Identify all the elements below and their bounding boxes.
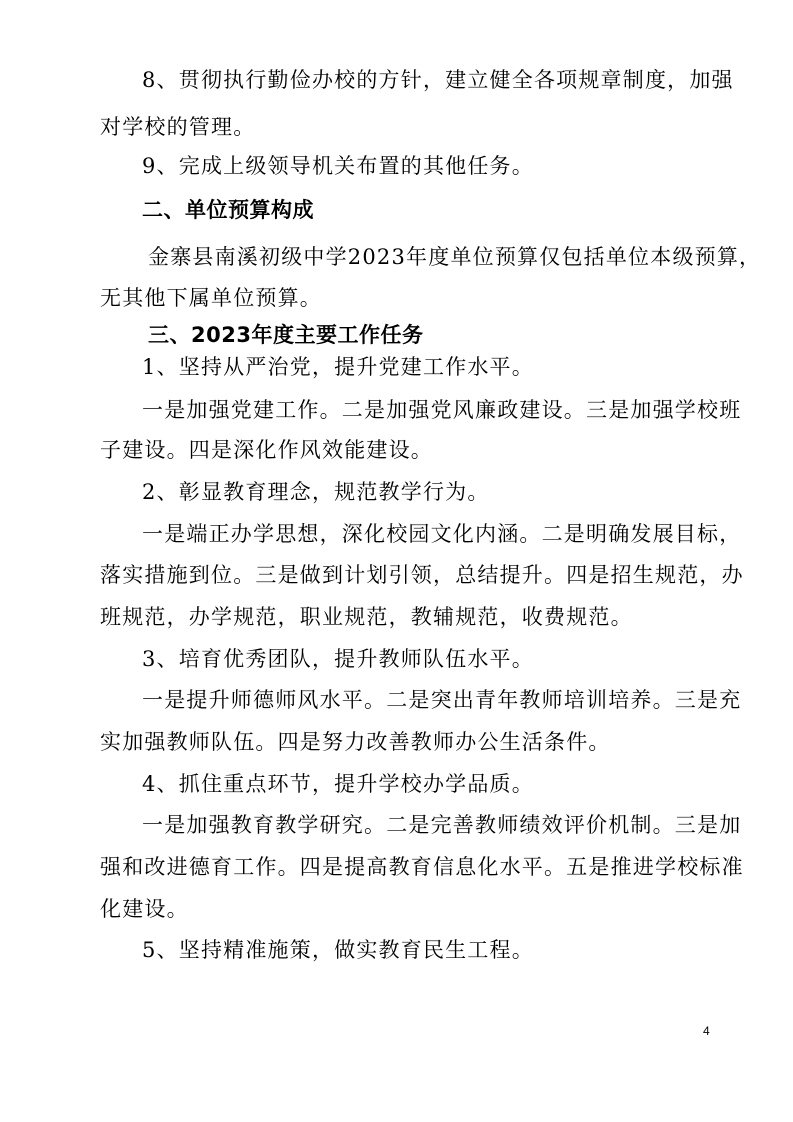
task-5-title: 5、坚持精准施策，做实教育民生工程。 — [142, 938, 534, 962]
page-number: 4 — [703, 1024, 710, 1038]
budget-paragraph-line-2: 无其他下属单位预算。 — [100, 286, 322, 310]
section-heading-2023-tasks: 三、2023年度主要工作任务 — [148, 323, 424, 347]
task-3-detail-line-2: 实加强教师队伍。四是努力改善教师办公生活条件。 — [100, 730, 611, 754]
task-1-title: 1、坚持从严治党，提升党建工作水平。 — [142, 355, 534, 379]
item-8-line-1: 8、贯彻执行勤俭办校的方针，建立健全各项规章制度，加强 — [142, 68, 734, 92]
task-1-detail-line-1: 一是加强党建工作。二是加强党风廉政建设。三是加强学校班 — [142, 398, 742, 422]
task-2-detail-line-1: 一是端正办学思想，深化校园文化内涵。二是明确发展目标， — [142, 522, 742, 546]
task-2-title: 2、彰显教育理念，规范教学行为。 — [142, 480, 490, 504]
item-8-line-2: 对学校的管理。 — [100, 115, 256, 139]
item-9-line: 9、完成上级领导机关布置的其他任务。 — [142, 154, 534, 178]
task-4-detail-line-3: 化建设。 — [100, 897, 189, 921]
task-4-title: 4、抓住重点环节，提升学校办学品质。 — [142, 772, 534, 796]
task-4-detail-line-2: 强和改进德育工作。四是提高教育信息化水平。五是推进学校标准 — [100, 855, 744, 879]
task-3-title: 3、培育优秀团队，提升教师队伍水平。 — [142, 647, 534, 671]
task-2-detail-line-2: 落实措施到位。三是做到计划引领，总结提升。四是招生规范，办 — [100, 563, 744, 587]
budget-paragraph-line-1: 金寨县南溪初级中学2023年度单位预算仅包括单位本级预算， — [148, 245, 762, 269]
task-4-detail-line-1: 一是加强教育教学研究。二是完善教师绩效评价机制。三是加 — [142, 813, 742, 837]
task-1-detail-line-2: 子建设。四是深化作风效能建设。 — [100, 438, 433, 462]
task-3-detail-line-1: 一是提升师德师风水平。二是突出青年教师培训培养。三是充 — [142, 688, 742, 712]
section-heading-budget-composition: 二、单位预算构成 — [142, 198, 314, 222]
task-2-detail-line-3: 班规范，办学规范，职业规范，教辅规范，收费规范。 — [100, 605, 633, 629]
